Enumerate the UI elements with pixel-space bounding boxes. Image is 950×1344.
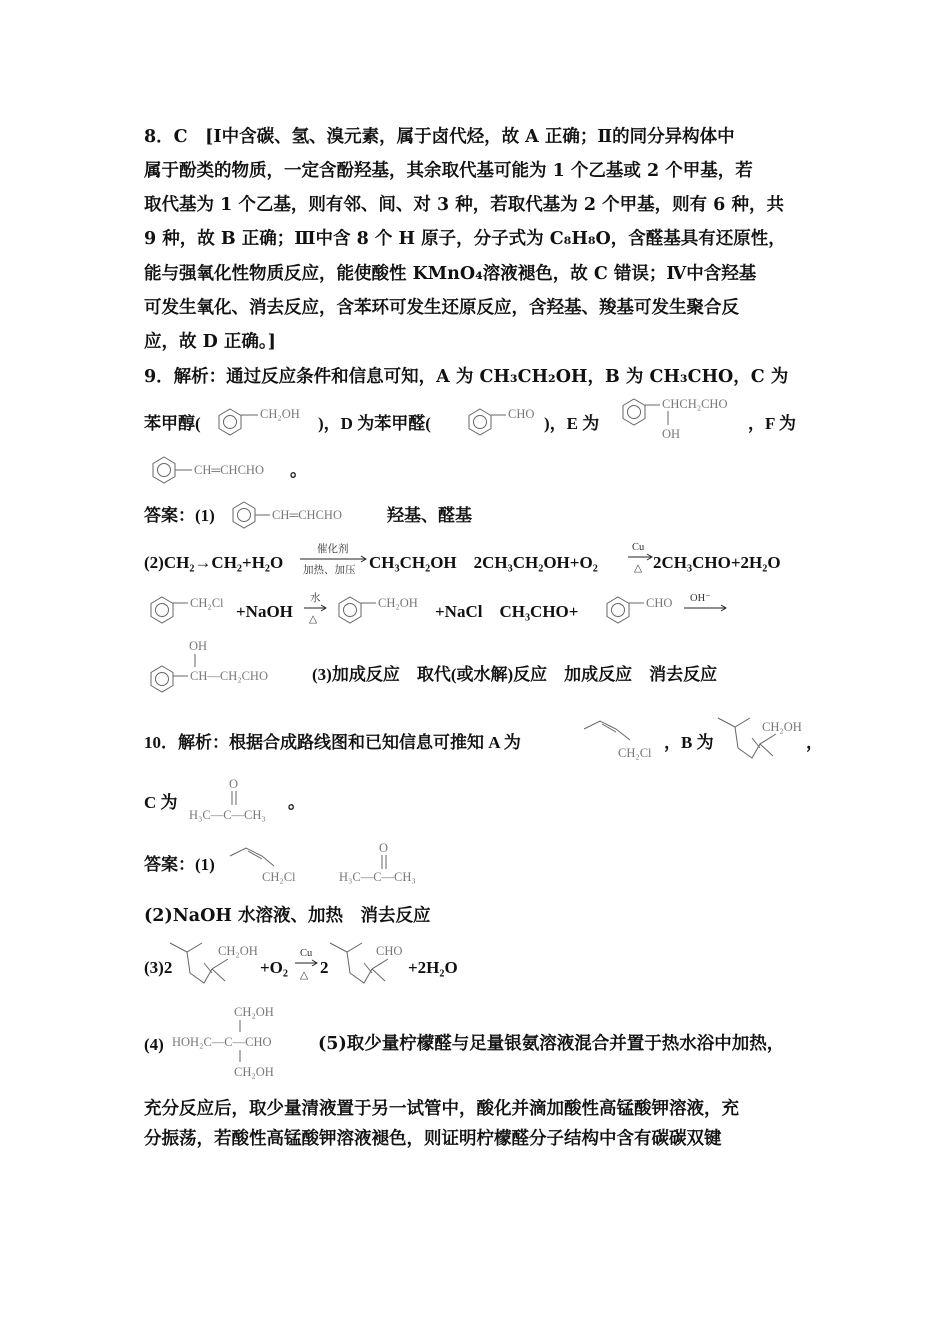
q10-c-row xyxy=(140,774,360,826)
q9-f-text: ，F 为 xyxy=(748,414,797,433)
q9-product-and-answer-3 xyxy=(140,636,820,698)
q9-c-prefix: 苯甲醇( xyxy=(144,414,201,433)
q9-d-text: )，D 为苯甲醛( xyxy=(318,414,431,433)
q9-delta-2: △ xyxy=(309,614,318,625)
q10-ans5-line-1: (5)取少量柠檬醛与足量银氨溶液混合并置于热水浴中加热， xyxy=(318,1034,785,1054)
q10-ans1-chain: H₃C—C—CH₃ xyxy=(339,870,416,884)
q8-line-4: 9 种，故 B 正确；Ⅲ中含 8 个 H 原子，分子式为 C₈H₈O，含醛基具有还原性， xyxy=(144,229,786,249)
q8-line-1: 8．C [Ⅰ中含碳、氢、溴元素，属于卤代烃，故 A 正确；Ⅱ的同分异构体中 xyxy=(144,127,735,147)
q8-line-5: 能与强氧化性物质反应，能使酸性 KMnO₄溶液褪色，故 C 错误；Ⅳ中含羟基 xyxy=(144,264,757,284)
q9-intro: 9．解析：通过反应条件和信息可知，A 为 CH₃CH₂OH，B 为 CH₃CHO，C 为 xyxy=(144,367,789,387)
q10-c-text: C 为 xyxy=(144,793,178,812)
q10-ans3-d: +2H₂O xyxy=(408,958,458,977)
q9-answer-1 xyxy=(140,495,560,535)
q9-e-oh: OH xyxy=(662,427,681,441)
q9-e-chain: CHCH₂CHO xyxy=(662,397,728,411)
q9-prod-oh: OH xyxy=(189,639,208,653)
q10-c-end: 。 xyxy=(288,793,305,812)
benzene-icon xyxy=(219,409,241,435)
benzene-icon xyxy=(469,409,491,435)
q10-ans5-line-2: 充分反应后，取少量清液置于另一试管中，酸化并滴加酸性高锰酸钾溶液，充 xyxy=(144,1099,739,1119)
benzene-icon xyxy=(153,457,175,483)
q10-b-end: ， xyxy=(806,733,823,752)
q9-structures-row xyxy=(140,395,820,451)
q9-eq3-group: CH₂Cl xyxy=(190,596,224,610)
q9-ans1-text: 羟基、醛基 xyxy=(387,506,472,525)
q9-ans3: (3)加成反应 取代(或水解)反应 加成反应 消去反应 xyxy=(312,665,718,684)
q10-b-text: ，B 为 xyxy=(664,733,714,752)
q10-ans3-group: CH₂OH xyxy=(218,944,258,958)
q9-cu: Cu xyxy=(632,542,645,553)
q10-intro-row xyxy=(140,710,830,770)
q10-ans3-a: (3)2 xyxy=(144,958,173,977)
q9-ans-label: 答案：(1) xyxy=(144,506,215,525)
q9-equation-3 xyxy=(140,587,760,635)
q9-eq2-c: 2CH₃CHO+2H₂O xyxy=(653,553,781,572)
q10-ans4-top: CH₂OH xyxy=(234,1005,274,1019)
benzene-icon xyxy=(339,597,361,623)
q9-delta: △ xyxy=(634,563,643,574)
benzene-icon xyxy=(607,597,629,623)
q8-line-2: 属于酚类的物质，一定含酚羟基，其余取代基可能为 1 个乙基或 2 个甲基，若 xyxy=(144,161,753,181)
q9-oh-minus: OH⁻ xyxy=(690,593,711,604)
q9-f-structure xyxy=(140,450,360,490)
q9-d-group: CHO xyxy=(508,407,535,421)
q10-answer-1 xyxy=(140,838,460,890)
q9-cat-top: 催化剂 xyxy=(317,544,349,555)
q10-answer-3 xyxy=(140,935,560,995)
q10-answer-4-structure xyxy=(140,1000,320,1080)
q9-eq3-a: +NaOH xyxy=(236,602,293,621)
q10-ans3-c: 2 xyxy=(320,958,329,977)
q10-c-o: O xyxy=(229,777,239,791)
q10-ans1-o: O xyxy=(379,841,389,855)
q10-a-group: CH₂Cl xyxy=(618,746,652,760)
q8-line-3: 取代基为 1 个乙基，则有邻、间、对 3 种，若取代基为 2 个甲基，则有 6 种，共 xyxy=(144,195,784,215)
q9-eq3-group3: CHO xyxy=(646,596,673,610)
q9-e-text: )，E 为 xyxy=(544,414,600,433)
q10-ans4-mid: HOH₂C—C—CHO xyxy=(172,1035,272,1049)
benzene-icon xyxy=(233,502,255,528)
q10-ans1-group: CH₂Cl xyxy=(262,870,296,884)
q9-equation-2 xyxy=(140,538,820,582)
q10-c-chain: H₃C—C—CH₃ xyxy=(189,808,266,822)
q8-line-6: 可发生氧化、消去反应，含苯环可发生还原反应，含羟基、羧基可发生聚合反 xyxy=(144,298,739,318)
q9-eq3-group2: CH₂OH xyxy=(378,596,418,610)
q9-f-end: 。 xyxy=(290,461,307,480)
q10-ans4-label: (4) xyxy=(144,1035,164,1054)
q10-intro: 10．解析：根据合成路线图和已知信息可推知 A 为 xyxy=(144,733,521,752)
q9-eq3-b: +NaCl CH₃CHO+ xyxy=(435,602,579,621)
q10-ans-label: 答案：(1) xyxy=(144,855,215,874)
benzene-icon xyxy=(151,666,173,692)
q10-ans3-b: +O₂ xyxy=(260,958,289,977)
q10-delta: △ xyxy=(300,970,309,981)
q9-prod-chain: CH—CH₂CHO xyxy=(190,669,268,683)
q9-water: 水 xyxy=(310,593,321,604)
benzene-icon xyxy=(151,597,173,623)
q10-cu: Cu xyxy=(300,948,313,959)
q9-f-group: CH═CHCHO xyxy=(194,463,264,477)
q10-ans4-bot: CH₂OH xyxy=(234,1065,274,1079)
q10-ans5-line-3: 分振荡，若酸性高锰酸钾溶液褪色，则证明柠檬醛分子结构中含有碳碳双键 xyxy=(144,1129,722,1149)
q9-c-group: CH₂OH xyxy=(260,407,300,421)
q10-b-group: CH₂OH xyxy=(762,720,802,734)
q10-ans3-group2: CHO xyxy=(376,944,403,958)
q9-cat-bot: 加热、加压 xyxy=(303,565,356,576)
q9-eq2-b: CH₃CH₂OH 2CH₃CH₂OH+O₂ xyxy=(369,553,598,572)
q10-ans2: (2)NaOH 水溶液、加热 消去反应 xyxy=(144,906,431,926)
benzene-icon xyxy=(623,399,645,425)
q9-eq2-a: (2)CH₂→CH₂+H₂O xyxy=(144,553,284,572)
q9-ans1-group: CH═CHCHO xyxy=(272,508,342,522)
q8-line-7: 应，故 D 正确。] xyxy=(144,332,276,352)
